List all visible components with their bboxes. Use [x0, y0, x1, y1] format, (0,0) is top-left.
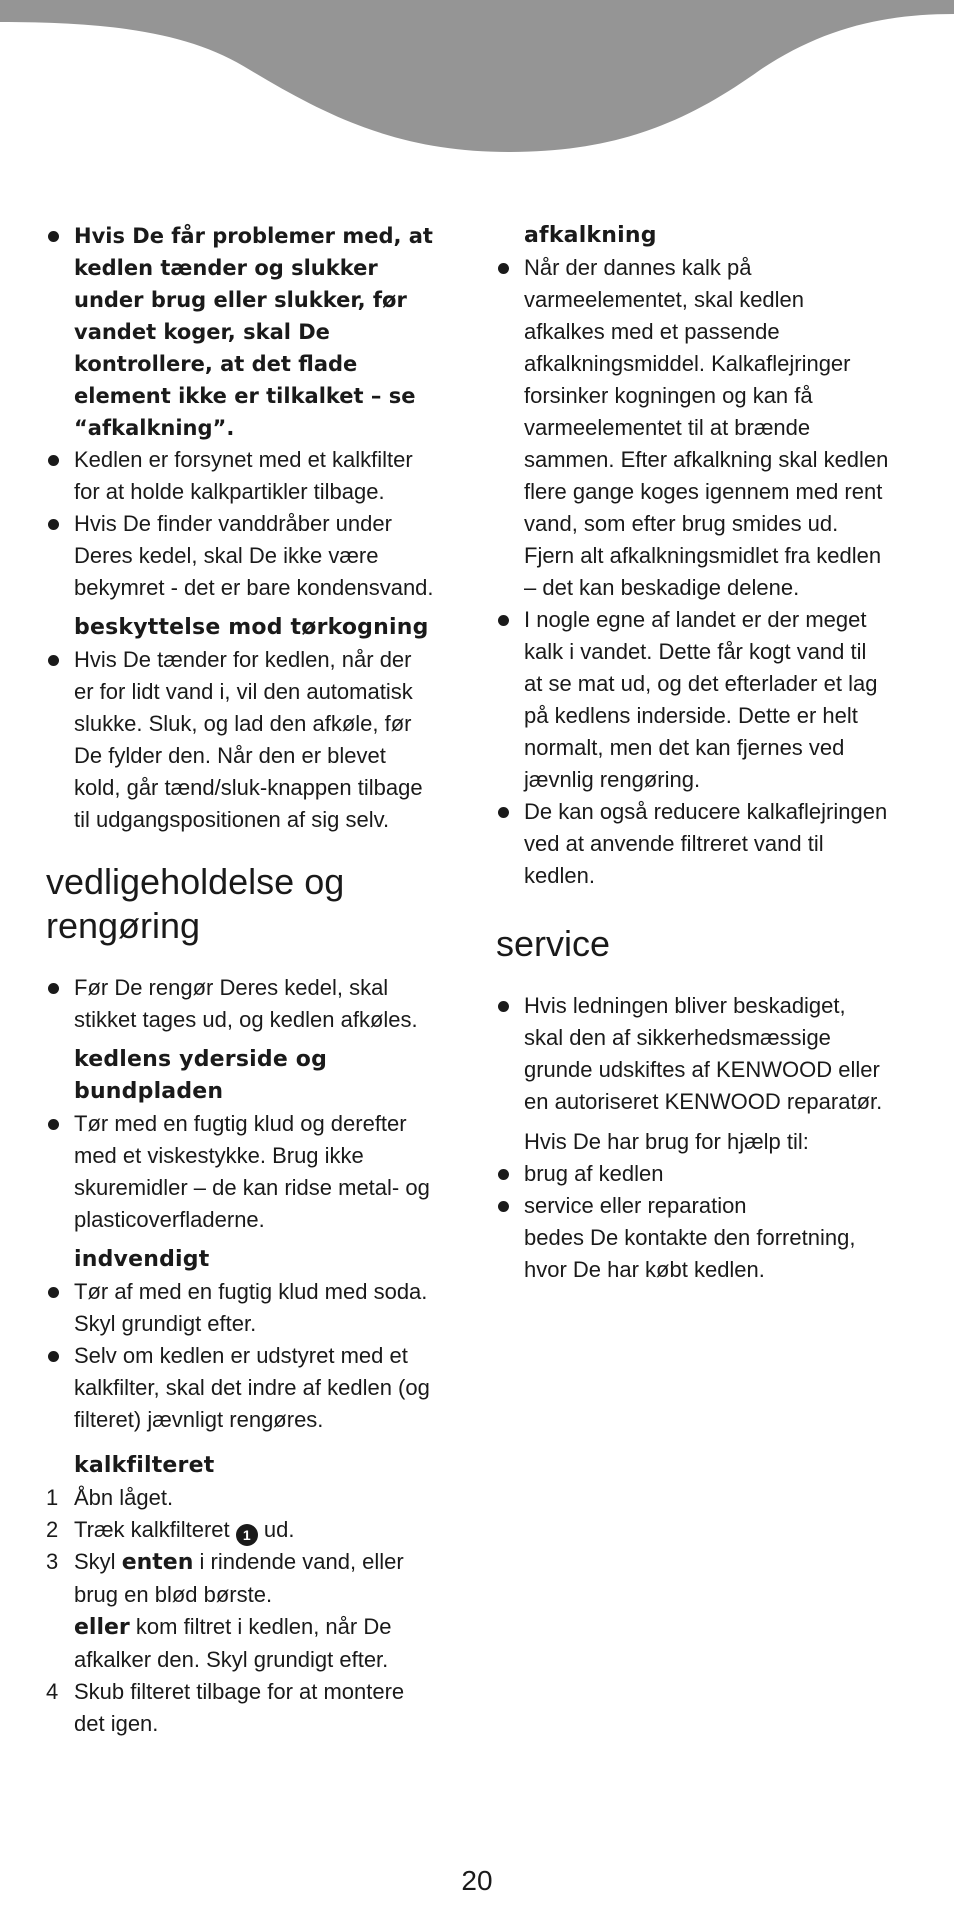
text-line: Før De rengør Deres kedel, skal	[74, 975, 389, 1000]
step-number: 1	[46, 1485, 59, 1510]
text-span: ud.	[263, 1517, 295, 1542]
text-line: plasticoverfladerne.	[74, 1207, 265, 1232]
text-line: vand, som efter brug smides ud.	[524, 511, 839, 536]
step-number: 4	[46, 1679, 59, 1704]
list-item	[496, 796, 916, 892]
text-line: De fylder den. Når den er blevet	[74, 743, 386, 768]
section-heading-maintenance	[46, 860, 466, 948]
list-item	[46, 444, 466, 508]
text-line: I nogle egne af landet er der meget	[524, 607, 867, 632]
text-span: Træk kalkfilteret	[74, 1517, 230, 1542]
text-line: Åbn låget.	[74, 1485, 174, 1510]
text-line: bedes De kontakte den forretning,	[524, 1225, 856, 1250]
text-line: Tør af med en fugtig klud med soda.	[74, 1279, 428, 1304]
help-intro: Hvis De har brug for hjælp til:	[524, 1129, 809, 1154]
text-line: kold, går tænd/sluk-knappen tilbage	[74, 775, 423, 800]
emphasis-text: enten	[121, 1550, 194, 1575]
list-item	[496, 990, 916, 1118]
text-line: skal den af sikkerhedsmæssige	[524, 1025, 831, 1050]
step-item	[46, 1546, 466, 1676]
text-line: Tør med en fugtig klud og derefter	[74, 1111, 407, 1136]
subheading-inside: indvendigt	[74, 1247, 210, 1272]
text-line: filteret) jævnligt rengøres.	[74, 1407, 324, 1432]
list-item: service eller reparation	[496, 1190, 916, 1222]
list-item	[46, 972, 466, 1036]
text-line: slukke. Sluk, og lad den afkøle, før	[74, 711, 412, 736]
text-line: bekymret - det er bare kondensvand.	[74, 575, 434, 600]
warning-bullet	[46, 220, 466, 444]
text-line: – det kan beskadige delene.	[524, 575, 800, 600]
text-line: Hvis De tænder for kedlen, når der	[74, 647, 412, 672]
subheading-outside	[46, 1044, 466, 1108]
text-line: under brug eller slukker, før	[74, 288, 407, 312]
text-line: hvor De har købt kedlen.	[524, 1257, 765, 1282]
left-column	[46, 220, 466, 1740]
text-line: ved at anvende filtreret vand til	[524, 831, 824, 856]
header-wave-band	[0, 0, 954, 160]
text-line: Deres kedel, skal De ikke være	[74, 543, 379, 568]
text-line: kalk i vandet. Dette får kogt vand til	[524, 639, 867, 664]
text-line: en autoriseret KENWOOD reparatør.	[524, 1089, 883, 1114]
text-line: “afkalkning”.	[74, 416, 235, 440]
subheading-filter: kalkfilteret	[74, 1453, 215, 1478]
heading-line: kedlens yderside og	[74, 1047, 328, 1072]
text-line: De kan også reducere kalkaflejringen	[524, 799, 888, 824]
text-span: kom filtret i kedlen, når De	[135, 1614, 392, 1639]
step-number: 2	[46, 1517, 59, 1542]
text-line: Skyl grundigt efter.	[74, 1311, 257, 1336]
step-number: 3	[46, 1549, 59, 1574]
text-line: til udgangspositionen af sig selv.	[74, 807, 390, 832]
text-line: varmeelementet, skal kedlen	[524, 287, 805, 312]
text-line: Når der dannes kalk på	[524, 255, 752, 280]
text-line: Skub filteret tilbage for at montere	[74, 1679, 405, 1704]
text-line: kedlen tænder og slukker	[74, 256, 378, 280]
text-span: Skyl	[74, 1549, 116, 1574]
text-line: normalt, men det kan fjernes ved	[524, 735, 845, 760]
list-item	[46, 508, 466, 604]
step-item	[46, 1676, 466, 1740]
text-line	[74, 1546, 466, 1579]
text-line: afkalkes med et passende	[524, 319, 780, 344]
text-line: Hvis De finder vanddråber under	[74, 511, 392, 536]
text-line: jævnlig rengøring.	[524, 767, 701, 792]
text-line: afkalker den. Skyl grundigt efter.	[74, 1647, 389, 1672]
emphasis-text: eller	[74, 1615, 130, 1640]
text-line: afkalkningsmiddel. Kalkaflejringer	[524, 351, 851, 376]
part-number-badge: 1	[236, 1524, 258, 1546]
list-item	[496, 252, 916, 604]
step-item	[46, 1482, 466, 1514]
text-line: at se mat ud, og det efterlader et lag	[524, 671, 878, 696]
list-item	[496, 604, 916, 796]
subheading-descaling: afkalkning	[524, 223, 657, 248]
text-line: sammen. Efter afkalkning skal kedlen	[524, 447, 889, 472]
text-line: for at holde kalkpartikler tilbage.	[74, 479, 385, 504]
heading-line: bundpladen	[74, 1079, 224, 1104]
text-line: Fjern alt afkalkningsmidlet fra kedlen	[524, 543, 882, 568]
text-line	[74, 1514, 466, 1546]
text-line: varmeelementet til at brænde	[524, 415, 811, 440]
text-line: brug en blød børste.	[74, 1582, 273, 1607]
text-line: stikket tages ud, og kedlen afkøles.	[74, 1007, 418, 1032]
text-line: kontrollere, at det flade	[74, 352, 358, 376]
text-line: Kedlen er forsynet med et kalkfilter	[74, 447, 413, 472]
right-column	[496, 220, 916, 1286]
text-line: kedlen.	[524, 863, 595, 888]
text-line: vandet koger, skal De	[74, 320, 330, 344]
text-line: grunde udskiftes af KENWOOD eller	[524, 1057, 880, 1082]
list-item	[46, 644, 466, 836]
list-item	[46, 1340, 466, 1436]
text-line: flere gange koges igennem med rent	[524, 479, 883, 504]
header-wave-shape	[0, 0, 954, 152]
text-line: Hvis ledningen bliver beskadiget,	[524, 993, 846, 1018]
text-line: er for lidt vand i, vil den automatisk	[74, 679, 413, 704]
list-item	[46, 1276, 466, 1340]
heading-line: rengøring	[46, 905, 201, 946]
contact-text	[496, 1222, 916, 1286]
step-item	[46, 1514, 466, 1546]
text-line: med et viskestykke. Brug ikke	[74, 1143, 364, 1168]
text-span: i rindende vand, eller	[199, 1549, 404, 1574]
text-line: Hvis De får problemer med, at	[74, 224, 433, 248]
text-line: på kedlens inderside. Dette er helt	[524, 703, 858, 728]
text-line: skuremidler – de kan ridse metal- og	[74, 1175, 430, 1200]
section-heading-service: service	[496, 923, 611, 964]
text-line: det igen.	[74, 1711, 159, 1736]
text-line: kalkfilter, skal det indre af kedlen (og	[74, 1375, 430, 1400]
page-number: 20	[461, 1865, 493, 1896]
heading-line: vedligeholdelse og	[46, 861, 345, 902]
text-line: forsinker kogningen og kan få	[524, 383, 813, 408]
text-line: element ikke er tilkalket – se	[74, 384, 416, 408]
subheading-dry-boil: beskyttelse mod tørkogning	[74, 615, 429, 640]
list-item: brug af kedlen	[496, 1158, 916, 1190]
text-line	[74, 1611, 466, 1644]
text-line: Selv om kedlen er udstyret med et	[74, 1343, 408, 1368]
list-item	[46, 1108, 466, 1236]
